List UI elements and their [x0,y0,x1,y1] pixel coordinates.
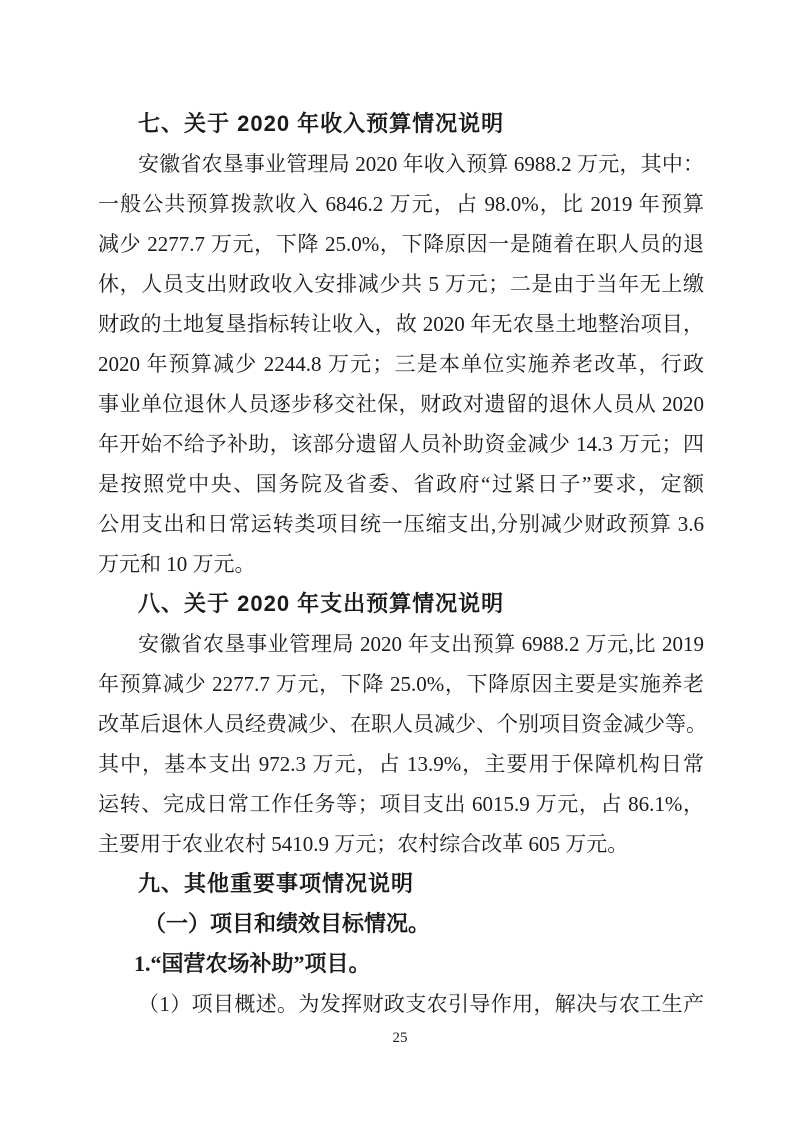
section-7-heading: 七、关于 2020 年收入预算情况说明 [138,111,505,136]
text-line: 年预算减少 2277.7 万元，下降 25.0%，下降原因主要是实施养老 [98,672,704,696]
text-line: 2020 年预算减少 2244.8 万元；三是本单位实施养老改革，行政 [98,352,704,376]
section-8-heading: 八、关于 2020 年支出预算情况说明 [138,591,505,616]
text-line: 运转、完成日常工作任务等；项目支出 6015.9 万元，占 86.1%， [98,792,704,816]
section-9-item-heading: 1.“国营农场补助”项目。 [134,951,371,976]
text-line: （1）项目概述。为发挥财政支农引导作用，解决与农工生产 [138,992,704,1016]
text-line: 安徽省农垦事业管理局 2020 年收入预算 6988.2 万元，其中： [138,152,704,176]
section-9-sub-heading: （一）项目和绩效目标情况。 [144,911,431,936]
page-number: 25 [392,1030,408,1046]
document-body [98,104,707,1024]
text-line: 公用支出和日常运转类项目统一压缩支出,分别减少财政预算 3.6 [98,512,704,536]
text-line: 主要用于农业农村 5410.9 万元；农村综合改革 605 万元。 [98,832,629,856]
text-line: 其中，基本支出 972.3 万元，占 13.9%，主要用于保障机构日常 [98,752,704,776]
text-line: 事业单位退休人员逐步移交社保，财政对遗留的退休人员从 2020 [98,392,704,416]
text-line: 年开始不给予补助，该部分遗留人员补助资金减少 14.3 万元；四 [98,432,704,456]
text-line: 是按照党中央、国务院及省委、省政府“过紧日子”要求，定额 [98,472,704,496]
text-line: 财政的土地复垦指标转让收入，故 2020 年无农垦土地整治项目， [98,312,704,336]
text-line: 减少 2277.7 万元，下降 25.0%，下降原因一是随着在职人员的退 [98,232,704,256]
text-line: 一般公共预算拨款收入 6846.2 万元，占 98.0%，比 2019 年预算 [98,192,704,216]
text-line: 万元和 10 万元。 [98,552,256,576]
text-line: 安徽省农垦事业管理局 2020 年支出预算 6988.2 万元,比 2019 [138,632,704,656]
section-9-heading: 九、其他重要事项情况说明 [138,871,415,896]
text-line: 改革后退休人员经费减少、在职人员减少、个别项目资金减少等。 [98,712,707,736]
text-line: 休，人员支出财政收入安排减少共 5 万元；二是由于当年无上缴 [98,272,704,296]
